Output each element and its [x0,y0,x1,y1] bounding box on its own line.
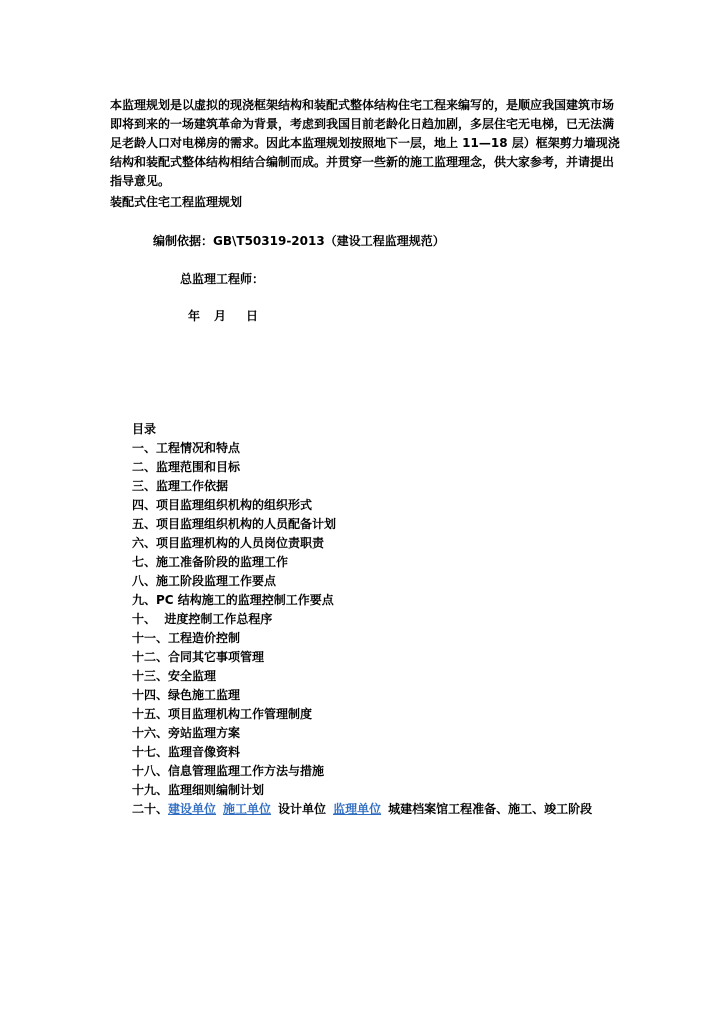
link-construction-unit[interactable]: 建设单位 [168,802,217,816]
toc-list [132,439,622,819]
document-title: 装配式住宅工程监理规划 [110,195,243,209]
date-day: 日 [246,309,259,323]
compilation-basis: 编制依据：GB\T50319-2013（建设工程监理规范） [153,234,445,248]
toc-item: 六、项目监理机构的人员岗位责职责 [132,536,325,550]
toc-item: 十一、工程造价控制 [132,631,241,645]
date-month: 月 [214,309,227,323]
toc-item: 五、项目监理组织机构的人员配备计划 [132,517,337,531]
toc-item: 十七、监理音像资料 [132,745,241,759]
toc-item: 九、PC 结构施工的监理控制工作要点 [132,593,334,607]
toc-item: 七、施工准备阶段的监理工作 [132,555,289,569]
toc-last-prefix: 二十、 [132,802,169,816]
toc-item: 十四、绿色施工监理 [132,688,241,702]
toc-item: 四、项目监理组织机构的组织形式 [132,498,313,512]
date-line [188,307,258,326]
toc-item: 二、监理范围和目标 [132,460,241,474]
date-year: 年 [188,309,201,323]
toc-item: 十九、监理细则编制计划 [132,783,265,797]
link-contractor-unit[interactable]: 施工单位 [223,802,272,816]
link-supervision-unit[interactable]: 监理单位 [333,802,382,816]
toc-item: 十、 进度控制工作总程序 [132,612,273,626]
toc-heading: 目录 [132,422,157,436]
toc-item: 八、施工阶段监理工作要点 [132,574,277,588]
toc-item: 十三、安全监理 [132,669,217,683]
toc-item: 十六、旁站监理方案 [132,726,241,740]
intro-paragraph [110,96,620,191]
table-of-contents [132,420,622,819]
toc-item: 十八、信息管理监理工作方法与措施 [132,764,325,778]
toc-item-last [132,800,622,819]
toc-last-design-unit: 设计单位 [278,802,327,816]
chief-engineer-label: 总监理工程师： [180,272,265,286]
intro-text: 本监理规划是以虚拟的现浇框架结构和装配式整体结构住宅工程来编写的，是顺应我国建筑市场即将到来的一场建筑革命为背景，考虑到我国目前老龄化日趋加剧，多层住宅无电梯，已无法满足老龄人口对电梯房的需求。因此本监理规划按照地下一层，地上 11—18 层）框架剪力墙现浇结构和装配式整体结构相结合编制而成。并贯穿一些新的施工监理理念，供大家参考，并请提出指导意见。 [110,98,620,188]
toc-last-archive-text: 城建档案馆工程准备、施工、竣工阶段 [388,802,593,816]
toc-item: 三、监理工作依据 [132,479,229,493]
toc-item: 十五、项目监理机构工作管理制度 [132,707,313,721]
toc-item: 一、工程情况和特点 [132,441,241,455]
toc-item: 十二、合同其它事项管理 [132,650,265,664]
